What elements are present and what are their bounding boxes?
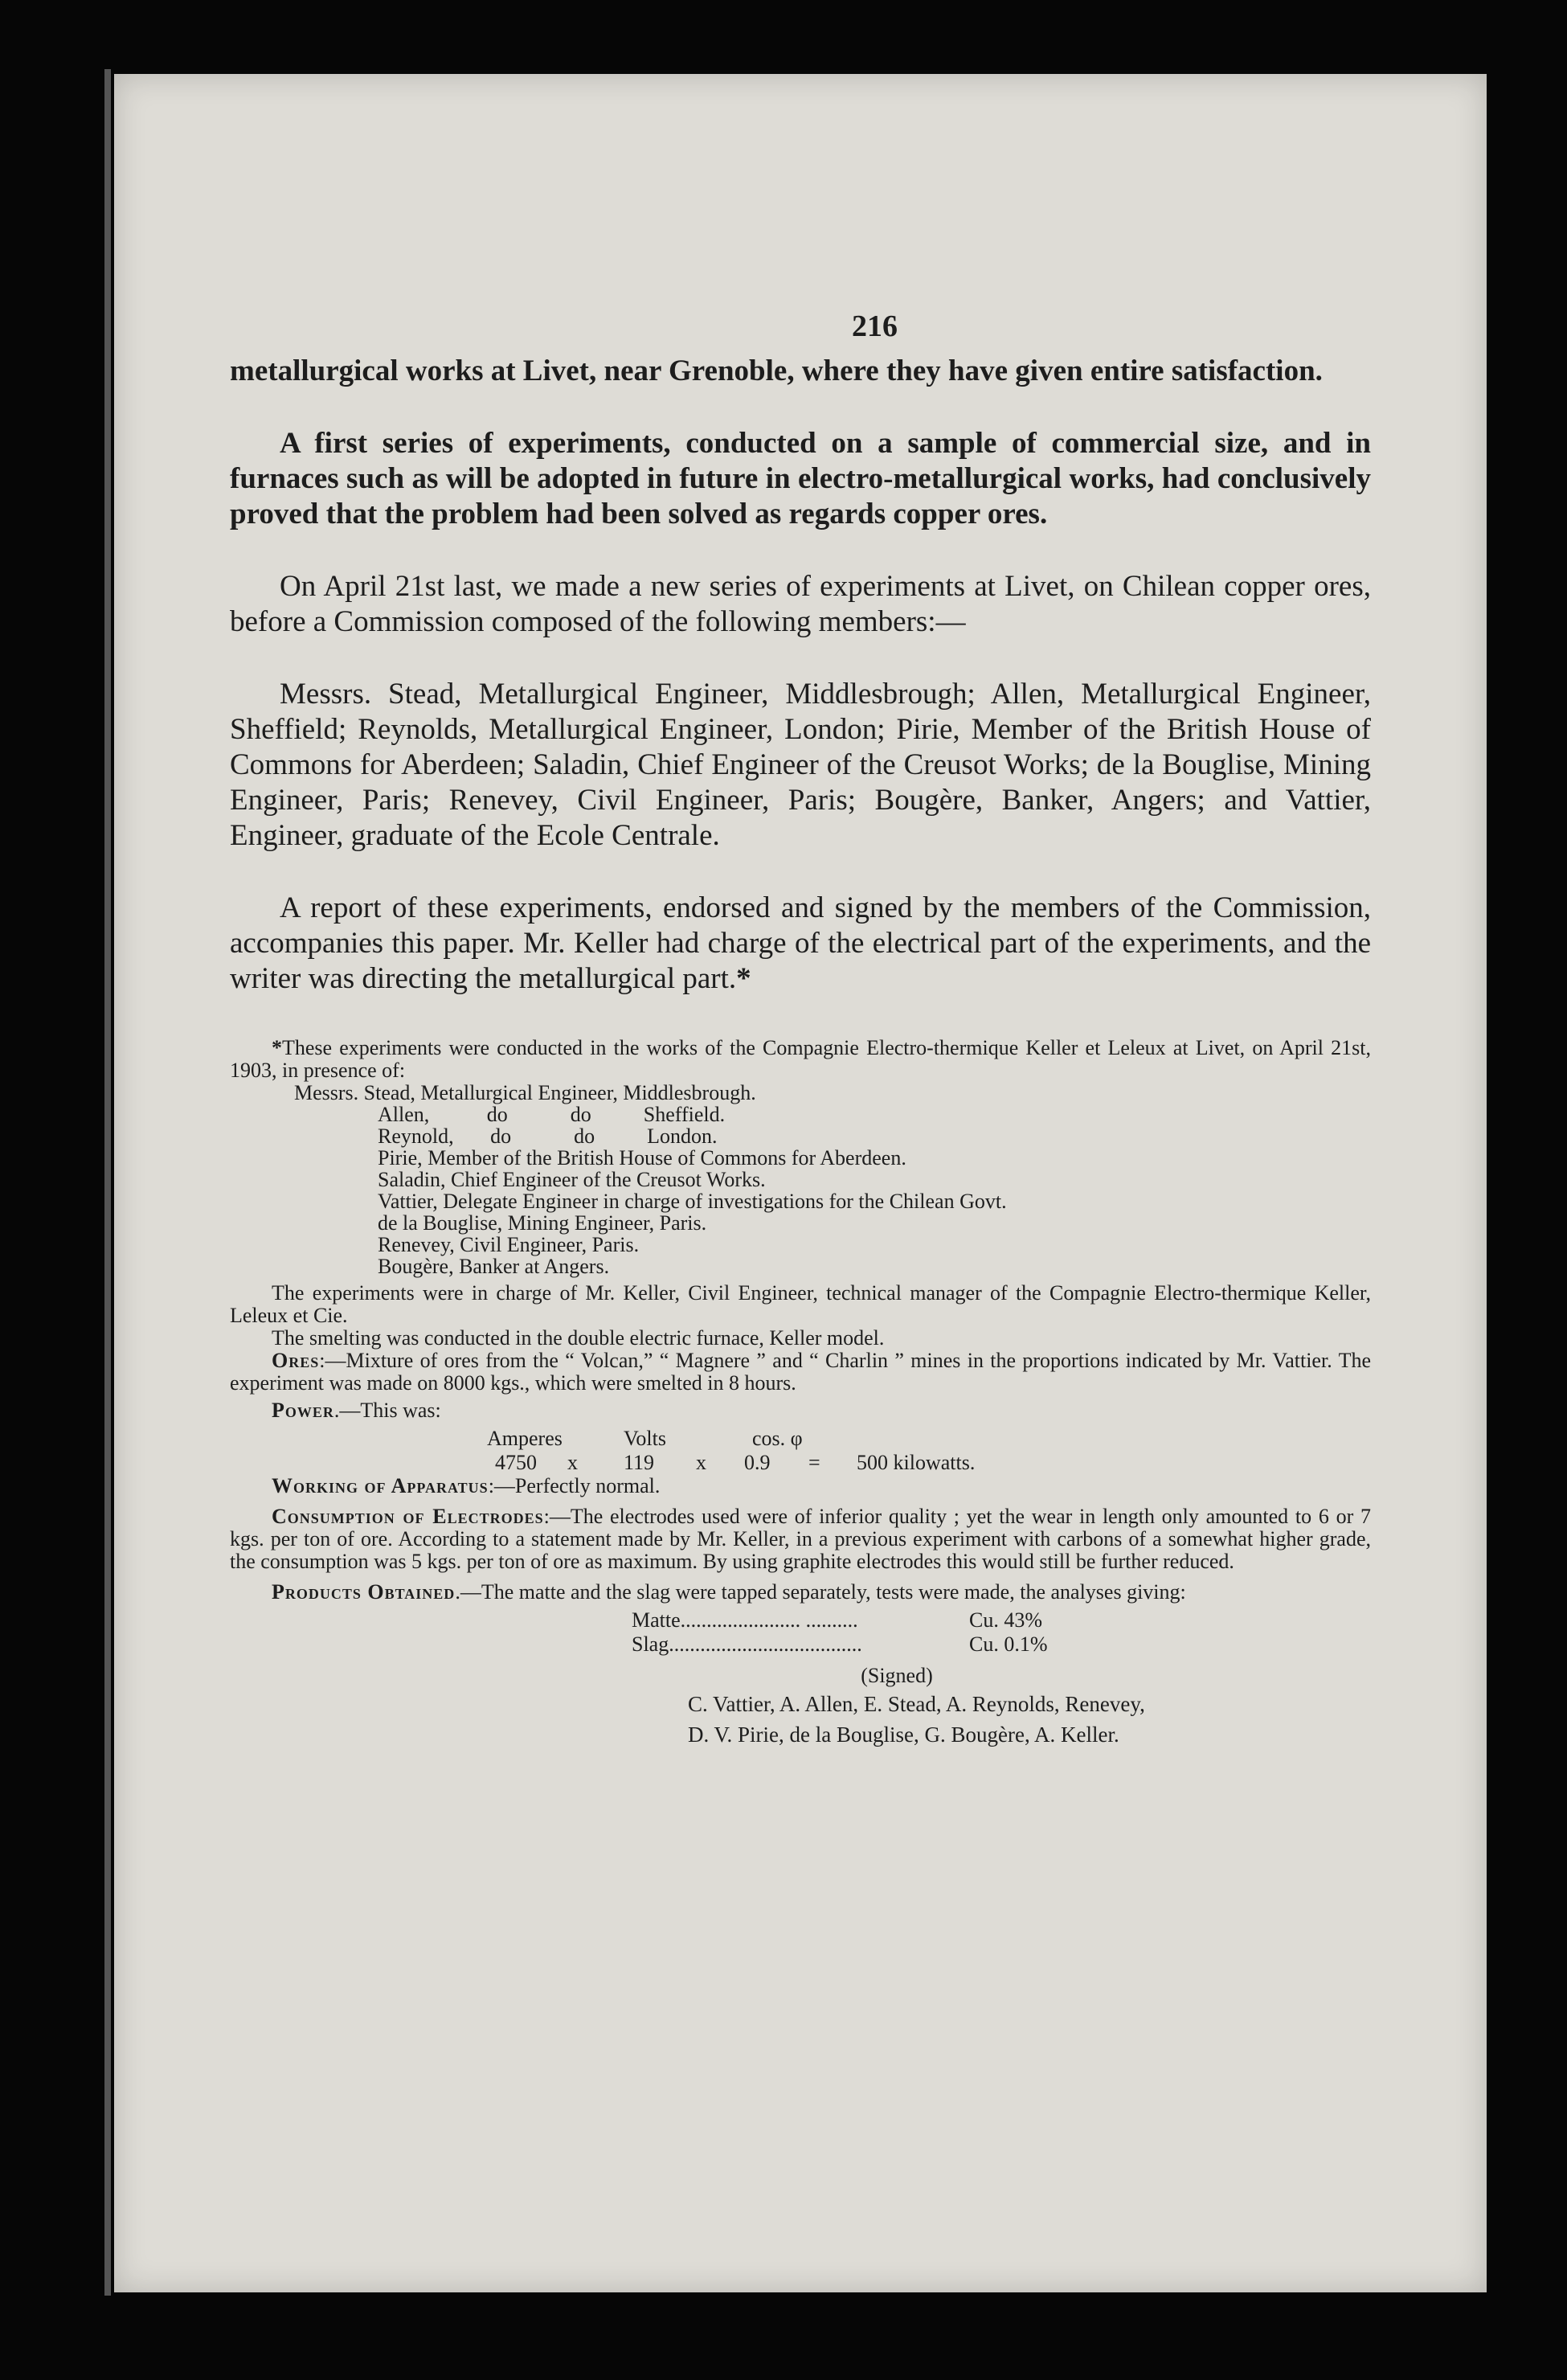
consumption-text: :—The electrodes used were of inferior quality ; yet the wear in length only amounted to 6 or 7 kgs. per ton of ore. According to a statement made by Mr. Keller, in a previous experiment with carbons of a somewhat higher grade, the consumption was 5 kgs. per ton of ore as maximum. By using graphite electrodes this would still be further reduced. bbox=[230, 1505, 1371, 1573]
analysis-table bbox=[632, 1608, 1371, 1657]
analysis-row bbox=[632, 1632, 1371, 1657]
paragraph-4: Messrs. Stead, Metallurgical Engineer, Middlesbrough; Allen, Metallurgical Engineer, Sheffield; Reynolds, Metallurgical Engineer, London; Pirie, Member of the British House of Commons for Aberdeen; Saladin, Chief Engineer of the Creusot Works; de la Bouglise, Mining Engineer, Paris; Renevey, Civil Engineer, Paris; Bougère, Banker, Angers; and Vattier, Engineer, graduate of the Ecole Centrale. bbox=[230, 678, 1371, 852]
footnote-intro-text: These experiments were conducted in the works of the Compagnie Electro-thermique Keller et Leleux at Livet, on April 21st, 1903, in presence of: bbox=[230, 1036, 1371, 1082]
member-line: Pirie, Member of the British House of Commons for Aberdeen. bbox=[378, 1146, 906, 1170]
page-edge bbox=[104, 69, 111, 2296]
power-table-row bbox=[495, 1451, 1371, 1475]
footnote-consumption bbox=[230, 1505, 1371, 1573]
member-line: Allen, do do Sheffield. bbox=[378, 1103, 726, 1126]
ores-label: Ores bbox=[272, 1349, 320, 1372]
paragraph-5 bbox=[230, 891, 1371, 997]
volts-value: 119 bbox=[624, 1451, 655, 1474]
paragraph-5-text: A report of these experiments, endorsed and signed by the members of the Commission, accompanies this paper. Mr. Keller had charge of the electrical part of the experiments, and the writer was directing the metallurgical part. bbox=[230, 891, 1371, 995]
analysis-name: Matte....................... .......... bbox=[632, 1608, 858, 1632]
working-label: Working of Apparatus bbox=[272, 1474, 489, 1497]
signature-line: C. Vattier, A. Allen, E. Stead, A. Reynolds, Renevey, bbox=[688, 1692, 1145, 1716]
footnote-working bbox=[230, 1475, 1371, 1497]
member-line: Reynold, do do London. bbox=[378, 1124, 718, 1148]
power-text: .—This was: bbox=[333, 1399, 441, 1422]
signed-label: (Signed) bbox=[861, 1664, 933, 1687]
power-table-header bbox=[487, 1427, 1371, 1451]
footnote-smelting: The smelting was conducted in the double electric furnace, Keller model. bbox=[272, 1326, 885, 1350]
cos-phi-value: 0.9 bbox=[744, 1451, 771, 1474]
footnote-power bbox=[230, 1399, 1371, 1422]
footnote-marker: * bbox=[736, 962, 751, 995]
times-sign: x bbox=[567, 1451, 578, 1474]
footnote-charge: The experiments were in charge of Mr. Keller, Civil Engineer, technical manager of the Compagnie Electro-thermique Keller, Leleux et Cie. bbox=[230, 1281, 1371, 1327]
analysis-name: Slag..................................... bbox=[632, 1632, 862, 1656]
times-sign: x bbox=[696, 1451, 706, 1474]
ores-text: :—Mixture of ores from the “ Volcan,” “ Magnere ” and “ Charlin ” mines in the proportions indicated by Mr. Vattier. The experiment was made on 8000 kgs., which were smelted in 8 hours. bbox=[230, 1349, 1371, 1395]
power-table bbox=[455, 1427, 1371, 1475]
page-number: 216 bbox=[852, 309, 898, 343]
power-label: Power bbox=[272, 1399, 334, 1422]
members-list bbox=[294, 1082, 1371, 1277]
paragraph-1: metallurgical works at Livet, near Grenoble, where they have given entire satisfaction. bbox=[230, 354, 1323, 387]
cos-phi-header: cos. φ bbox=[752, 1427, 803, 1450]
footnote-intro-marker: * bbox=[272, 1036, 282, 1059]
page-content bbox=[230, 354, 1371, 1750]
equals-sign: = bbox=[808, 1451, 820, 1474]
paragraph-2: A first series of experiments, conducted on a sample of commercial size, and in furnaces such as will be adopted in future in electro-metallurgical works, had conclusively proved that the problem had been solved as regards copper ores. bbox=[230, 427, 1371, 530]
amperes-value: 4750 bbox=[495, 1451, 537, 1474]
member-line: Renevey, Civil Engineer, Paris. bbox=[378, 1233, 640, 1256]
footnote-intro bbox=[230, 1037, 1371, 1082]
member-line: Vattier, Delegate Engineer in charge of investigations for the Chilean Govt. bbox=[378, 1190, 1007, 1213]
consumption-label: Consumption of Electrodes bbox=[272, 1505, 544, 1528]
footnote-ores bbox=[230, 1350, 1371, 1395]
member-line: de la Bouglise, Mining Engineer, Paris. bbox=[378, 1211, 707, 1235]
volts-header: Volts bbox=[624, 1427, 666, 1450]
analysis-value: Cu. 43% bbox=[969, 1608, 1042, 1632]
member-line: Messrs. Stead, Metallurgical Engineer, Middlesbrough. bbox=[294, 1081, 756, 1104]
power-result: 500 kilowatts. bbox=[857, 1451, 976, 1474]
analysis-value: Cu. 0.1% bbox=[969, 1632, 1048, 1656]
paragraph-3 bbox=[230, 569, 1371, 640]
footnote bbox=[230, 1037, 1371, 1750]
working-text: :—Perfectly normal. bbox=[488, 1474, 661, 1497]
analysis-row bbox=[632, 1608, 1371, 1632]
member-line: Saladin, Chief Engineer of the Creusot Works. bbox=[378, 1168, 766, 1191]
products-label: Products Obtained bbox=[272, 1580, 456, 1604]
signature-line: D. V. Pirie, de la Bouglise, G. Bougère, A. Keller. bbox=[688, 1723, 1119, 1747]
amperes-header: Amperes bbox=[487, 1427, 563, 1450]
paragraph-3-text: On April 21st last, we made a new series of experiments at Livet, on Chilean copper ores, before a Commission composed of the following members:— bbox=[230, 570, 1371, 638]
member-line: Bougère, Banker at Angers. bbox=[378, 1255, 610, 1278]
footnote-products bbox=[230, 1581, 1371, 1604]
signatures bbox=[688, 1689, 1371, 1750]
products-text: .—The matte and the slag were tapped separately, tests were made, the analyses giving: bbox=[455, 1580, 1186, 1604]
